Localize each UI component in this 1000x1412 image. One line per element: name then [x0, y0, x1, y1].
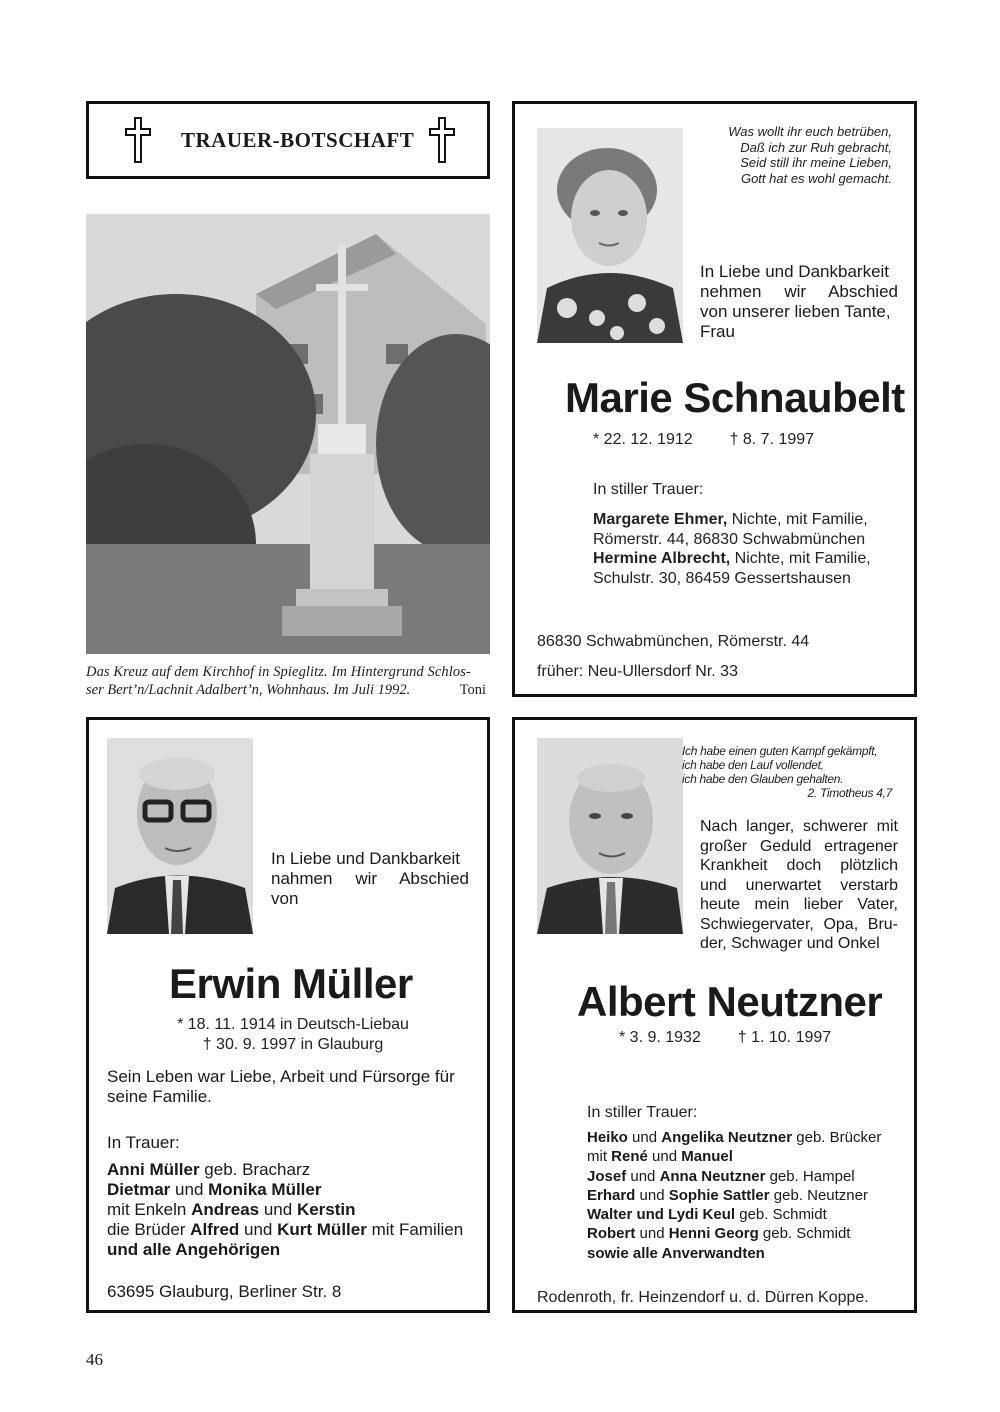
verse-line: ich habe den Lauf vollendet, — [682, 758, 824, 772]
mourner-relation: Nichte, mit Familie, — [730, 550, 871, 567]
mourner-name: Josef — [587, 1167, 627, 1185]
mourner-line — [587, 1205, 912, 1224]
mourner-name: Monika Müller — [208, 1180, 322, 1199]
mourner-text: und — [626, 1167, 660, 1185]
intro-line: Schwiegervater, Opa, Bru- — [700, 915, 898, 933]
intro-line: In Liebe und Dankbarkeit — [700, 262, 890, 281]
mourner-line — [593, 549, 913, 569]
death-date: † 1. 10. 1997 — [737, 1029, 832, 1046]
verse-line: Was wollt ihr euch betrüben, — [728, 124, 892, 139]
mourner-text: geb. Neutzner — [769, 1186, 868, 1204]
mourner-text: geb. Schmidt — [758, 1225, 851, 1243]
mourner-text: die Brüder — [107, 1220, 191, 1239]
family-address: 63695 Glauburg, Berliner Str. 8 — [107, 1282, 342, 1301]
dates — [593, 430, 814, 450]
mourner-text: und — [627, 1129, 662, 1146]
deceased-name: Marie Schnaubelt — [565, 374, 905, 421]
photo-caption — [86, 663, 490, 699]
mourning-label: In Trauer: — [107, 1133, 180, 1152]
mourners-list — [587, 1128, 912, 1263]
notice-schnaubelt — [512, 101, 917, 697]
intro-text — [271, 849, 469, 909]
caption-line: ser Bert’n/Lachnit Adalbert’n, Wohnhaus. Im Juli 1992. — [86, 682, 411, 698]
life-line: Sein Leben war Liebe, Arbeit und Fürsorge für — [107, 1067, 455, 1086]
notice-mueller — [86, 717, 490, 1313]
mourner-line — [107, 1160, 487, 1180]
portrait-photo — [537, 128, 683, 343]
verse-line: Daß ich zur Ruh gebracht, — [740, 139, 892, 155]
verse-reference: 2. Timotheus 4,7 — [807, 786, 892, 800]
mourner-name: Andreas — [191, 1200, 260, 1219]
life-line: seine Familie. — [107, 1087, 212, 1106]
header-title: TRAUER-BOTSCHAFT — [181, 128, 415, 152]
intro-line: In Liebe und Dankbarkeit — [271, 849, 461, 868]
notice-neutzner — [512, 717, 917, 1313]
life-text — [107, 1067, 477, 1107]
dates — [163, 1015, 423, 1055]
mourner-line: sowie alle Anverwandten — [587, 1244, 765, 1262]
mourner-name: Kerstin — [296, 1200, 356, 1219]
mourner-text: und — [635, 1186, 669, 1204]
mourner-text: geb. Hampel — [765, 1167, 855, 1185]
mourner-name: Henni Georg — [668, 1225, 759, 1243]
mourner-text: geb. Bracharz — [199, 1160, 311, 1179]
mourner-name: Walter und Lydi Keul — [587, 1206, 736, 1224]
mourner-text: geb. Brücker — [792, 1129, 882, 1146]
birth-date: * 3. 9. 1932 — [619, 1029, 701, 1046]
intro-line: heute mein lieber Vater, — [700, 896, 898, 913]
deceased-name: Albert Neutzner — [577, 978, 883, 1025]
mourner-name: Heiko — [587, 1129, 628, 1146]
mourner-text: und — [647, 1148, 682, 1166]
intro-line: der, Schwager und Onkel — [700, 935, 880, 952]
intro-line: Nach langer, schwerer mit — [700, 818, 898, 835]
family-address: 86830 Schwabmünchen, Römerstr. 44 — [537, 633, 810, 650]
mourning-label: In stiller Trauer: — [593, 481, 704, 498]
mourner-address: Schulstr. 30, 86459 Gessertshausen — [593, 569, 851, 587]
header-box — [86, 101, 490, 179]
mourner-text: und — [635, 1225, 669, 1243]
intro-line: Frau — [700, 322, 735, 341]
mourner-line — [587, 1167, 912, 1186]
mourner-line — [107, 1220, 487, 1240]
family-address: Rodenroth, fr. Heinzendorf u. d. Dürren Koppe. — [537, 1289, 869, 1306]
intro-line: von — [271, 889, 299, 908]
mourner-name: Hermine Albrecht, — [593, 550, 731, 567]
death-date: † 30. 9. 1997 in Glauburg — [202, 1036, 384, 1053]
church-cross-photo — [86, 214, 490, 654]
verse — [682, 744, 892, 800]
mourner-name: René — [611, 1148, 648, 1166]
mourner-text: mit Familien — [366, 1220, 464, 1239]
mourner-name: Erhard — [587, 1186, 636, 1204]
intro-text — [700, 262, 898, 342]
deceased-name: Erwin Müller — [169, 960, 413, 1007]
death-date: † 8. 7. 1997 — [729, 431, 815, 448]
mourner-name: Kurt Müller — [277, 1220, 367, 1239]
mourner-name: Alfred — [190, 1220, 240, 1239]
mourner-text: und — [170, 1180, 209, 1199]
former-address: früher: Neu-Ullersdorf Nr. 33 — [537, 663, 738, 680]
mourner-line — [107, 1200, 487, 1220]
mourner-address: Römerstr. 44, 86830 Schwabmünchen — [593, 530, 866, 548]
mourner-line — [587, 1186, 912, 1205]
cross-icon — [125, 117, 151, 163]
mourner-line — [587, 1128, 912, 1147]
verse-line: Seid still ihr meine Lieben, — [740, 155, 892, 170]
birth-date: * 18. 11. 1914 in Deutsch-Liebau — [177, 1016, 409, 1033]
intro-line: von unserer lieben Tante, — [700, 302, 891, 321]
mourner-name: Manuel — [681, 1148, 733, 1166]
portrait-photo — [107, 738, 253, 934]
verse — [692, 124, 892, 186]
cross-icon — [429, 117, 455, 163]
mourners-list — [593, 510, 913, 588]
dates — [619, 1028, 831, 1048]
intro-line: Krankheit doch plötzlich — [700, 857, 898, 874]
intro-line: und unerwartet verstarb — [700, 876, 898, 894]
verse-line: Ich habe einen guten Kampf gekämpft, — [682, 744, 878, 758]
birth-date: * 22. 12. 1912 — [593, 431, 693, 448]
verse-line: Gott hat es wohl gemacht. — [740, 170, 892, 186]
mourner-text: mit Enkeln — [107, 1200, 192, 1219]
mourner-name: Dietmar — [107, 1180, 171, 1199]
mourner-text: und — [239, 1220, 278, 1239]
mourner-line — [587, 1224, 912, 1243]
mourner-text: und — [259, 1200, 297, 1219]
mourner-text: geb. Schmidt — [735, 1206, 827, 1224]
mourner-name: Sophie Sattler — [668, 1186, 770, 1204]
mourning-label: In stiller Trauer: — [587, 1104, 698, 1121]
mourner-text: mit — [587, 1148, 612, 1166]
portrait-photo — [537, 738, 683, 934]
mourner-name: Anna Neutzner — [659, 1167, 766, 1185]
mourner-name: Anni Müller — [107, 1160, 200, 1179]
mourner-line — [107, 1180, 487, 1200]
intro-line: nahmen wir Abschied — [271, 869, 469, 888]
mourner-name: Robert — [587, 1225, 636, 1243]
intro-line: großer Geduld ertragener — [700, 837, 898, 855]
page-number: 46 — [86, 1350, 103, 1369]
mourner-line: und alle Angehörigen — [107, 1240, 281, 1259]
caption-author: Toni — [459, 682, 486, 698]
mourner-name: Margarete Ehmer, — [593, 511, 728, 528]
mourner-relation: Nichte, mit Familie, — [727, 511, 868, 528]
mourner-line — [587, 1147, 912, 1166]
mourners-list — [107, 1160, 487, 1260]
caption-line: Das Kreuz auf dem Kirchhof in Spieglitz. Im Hintergrund Schlos- — [86, 664, 471, 680]
intro-line: nehmen wir Abschied — [700, 282, 898, 301]
mourner-name: Angelika Neutzner — [661, 1129, 793, 1146]
verse-line: ich habe den Glauben gehalten. — [682, 772, 844, 786]
mourner-line — [593, 510, 913, 530]
intro-text — [700, 817, 898, 954]
